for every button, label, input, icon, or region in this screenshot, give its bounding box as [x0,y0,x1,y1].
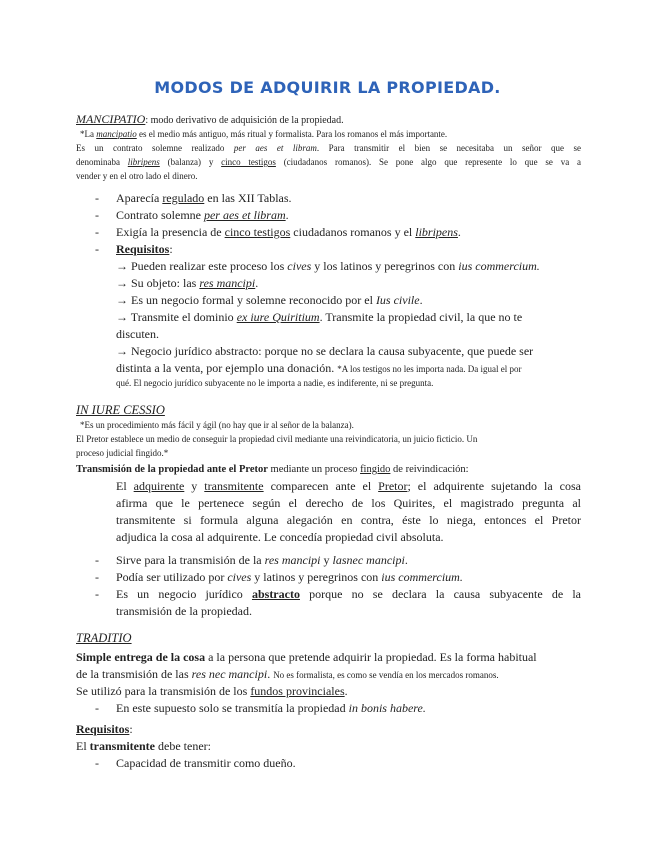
section-heading-in-iure-cessio: IN IURE CESSIO [76,403,165,417]
bullet-marker: - [95,756,99,770]
requisito-4: → Transmite el dominio ex iure Quiritium. Transmite la propiedad civil, la que no te [116,310,523,324]
bullet-marker: - [95,208,99,222]
iure-cessio-bullet-1: Sirve para la transmisión de la res mancipi y lasnec mancipi. [116,553,408,567]
traditio-bullet-2: Capacidad de transmitir como dueño. [116,756,296,770]
bullet-marker: - [95,587,99,601]
requisito-1: → Pueden realizar este proceso los cives y los latinos y peregrinos con ius commercium. [116,259,540,273]
requisito-5-note: qué. El negocio jurídico subyacente no le importa a nadie, es indiferente, ni se pregunta. [116,378,434,388]
page-title: MODOS DE ADQUIRIR LA PROPIEDAD. [154,78,501,97]
requisito-5-cont: distinta a la venta, por ejemplo una donación. *A los testigos no les importa nada. Da igual el por [116,361,522,375]
traditio-transmitente: El transmitente debe tener: [76,739,211,753]
mancipatio-definition: : modo derivativo de adquisición de la propiedad. [145,115,344,126]
bullet-marker: - [95,225,99,239]
requisito-2: → Su objeto: las res mancipi. [116,276,259,290]
mancipatio-bullet-3: Exigía la presencia de cinco testigos ciudadanos romanos y el libripens. [116,225,461,239]
iure-cessio-note-2: El Pretor establece un medio de conseguir la propiedad civil mediante una reivindicatoria, un juicio ficticio. Un [76,434,478,444]
requisito-5: → Negocio jurídico abstracto: porque no se declara la causa subyacente, que puede ser [116,344,534,358]
requisito-4-cont: discuten. [116,327,159,341]
traditio-line-2: de la transmisión de las res nec mancipi. No es formalista, es como se vendía en los mercados romanos. [76,667,499,681]
traditio-line-1: Simple entrega de la cosa a la persona que pretende adquirir la propiedad. Es la forma habitual [76,650,537,664]
traditio-requisitos-label: Requisitos: [76,722,133,736]
iure-cessio-paragraph-1: El adquirente y transmitente comparecen ante el Pretor; el adquirente sujetando la cosa [116,479,581,493]
iure-cessio-bullet-3: Es un negocio jurídico abstracto porque no se declara la causa subyacente de la [116,587,581,601]
iure-cessio-note-3: proceso judicial fingido.* [76,448,169,458]
iure-cessio-bullet-3-cont: transmisión de la propiedad. [116,604,252,618]
iure-cessio-transmision: Transmisión de la propiedad ante el Pretor mediante un proceso fingido de reivindicación: [76,464,469,475]
section-heading-mancipatio: MANCIPATIO [76,112,146,126]
iure-cessio-paragraph-2: afirma que le pertenece según el derecho de los Quirites, el magistrado pregunta al [116,496,581,510]
section-heading-traditio: TRADITIO [76,631,132,645]
mancipatio-bullet-1: Aparecía regulado en las XII Tablas. [116,191,292,205]
mancipatio-note-line-1: *La mancipatio es el medio más antiguo, más ritual y formalista. Para los romanos el más importante. [80,129,448,139]
iure-cessio-note-1: *Es un procedimiento más fácil y ágil (no hay que ir al señor de la balanza). [80,420,354,430]
iure-cessio-paragraph-4: adjudica la cosa al adquirente. Le concedía propiedad civil absoluta. [116,530,444,544]
requisito-3: → Es un negocio formal y solemne reconocido por el Ius civile. [116,293,423,307]
iure-cessio-paragraph-3: transmitente si formula alguna alegación en contra, éste lo niega, entonces el Pretor [116,513,581,527]
mancipatio-bullet-2: Contrato solemne per aes et libram. [116,208,289,222]
mancipatio-note-line-4: vender y en el otro lado el dinero. [76,171,198,181]
mancipatio-heading-line [76,112,581,127]
bullet-marker: - [95,242,99,256]
iure-cessio-bullet-2: Podía ser utilizado por cives y latinos y peregrinos con ius commercium. [116,570,463,584]
mancipatio-note-line-3: denominaba libripens (balanza) y cinco testigos (ciudadanos romanos). Se pone algo que represente lo que se va a [76,157,581,167]
bullet-marker: - [95,191,99,205]
bullet-marker: - [95,701,99,715]
bullet-marker: - [95,553,99,567]
mancipatio-note-line-2: Es un contrato solemne realizado per aes et libram. Para transmitir el bien se necesitaba un señor que se [76,143,581,153]
mancipatio-requisitos-label: Requisitos: [116,242,173,256]
traditio-bullet-1: En este supuesto solo se transmitía la propiedad in bonis habere. [116,701,426,715]
bullet-marker: - [95,570,99,584]
traditio-line-3: Se utilizó para la transmisión de los fundos provinciales. [76,684,348,698]
